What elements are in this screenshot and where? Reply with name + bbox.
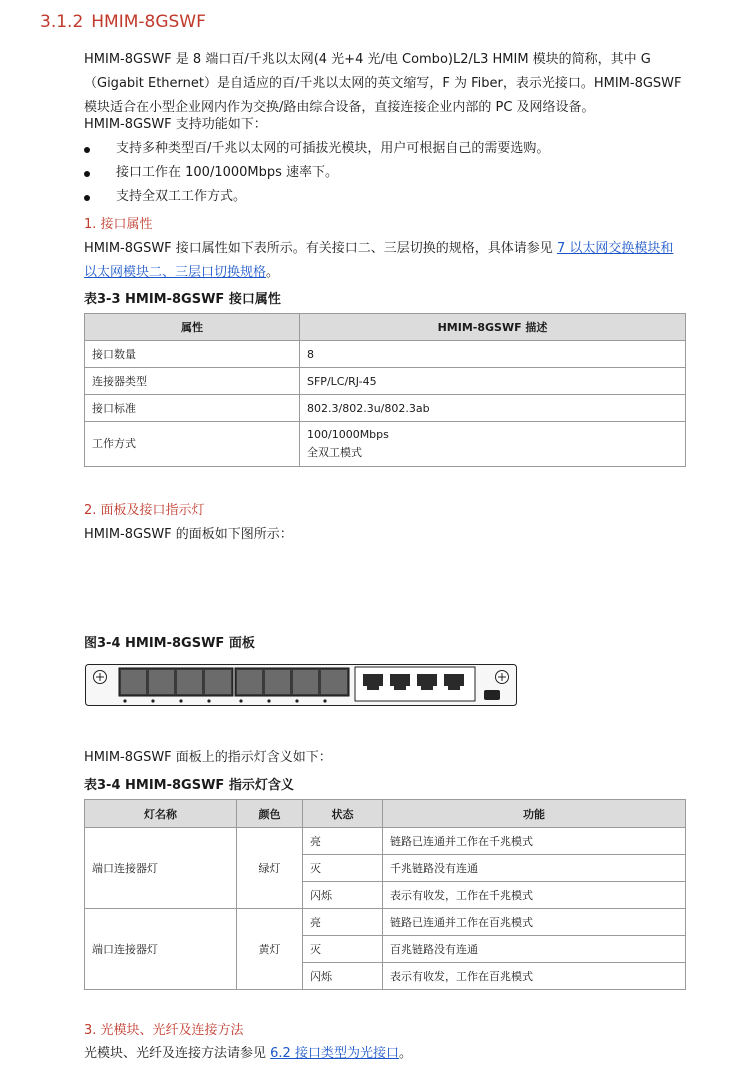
table-cell: 工作方式 <box>85 422 300 467</box>
fiber-text-end: 。 <box>398 1046 412 1061</box>
table-header-cell: 颜色 <box>237 800 303 828</box>
table-cell <box>300 422 686 467</box>
subsection-title-interface: 1. 接口属性 <box>84 217 153 232</box>
table-cell: 灭 <box>303 855 383 882</box>
led-table <box>84 799 686 990</box>
intro-paragraph: HMIM-8GSWF 是 8 端口百/千兆以太网(4 光+4 光/电 Combo)L2/L3 HMIM 模块的简称，其中 G （Gigabit Ethernet）是自适应的百/千兆以太网的英文缩写，F 为 Fiber，表示光接口。HMIM-8GSWF 模块适合在小型企业网内作为交换/路由综合设备，直接连接企业内部的 PC 及网络设备。 <box>84 52 682 115</box>
interface-text: HMIM-8GSWF 接口属性如下表所示。有关接口二、三层切换的规格，具体请参见 <box>84 241 557 256</box>
panel-paragraph: HMIM-8GSWF 的面板如下图所示： <box>84 527 293 542</box>
hmim-8gswf-panel-image <box>85 664 517 706</box>
interface-paragraph <box>84 237 686 285</box>
subsection-title-fiber: 3. 光模块、光纤及连接方法 <box>84 1023 244 1038</box>
table-header-cell: 功能 <box>383 800 686 828</box>
table-caption-3-3: 表3-3 HMIM-8GSWF 接口属性 <box>84 292 281 307</box>
fiber-paragraph <box>84 1042 686 1066</box>
feature-item: 支持多种类型百/千兆以太网的可插拔光模块，用户可根据自己的需要选购。 <box>84 137 684 161</box>
console-port-icon <box>484 690 500 700</box>
table-row <box>85 368 686 395</box>
fiber-text: 光模块、光纤及连接方法请参见 <box>84 1046 271 1061</box>
table-cell: 8 <box>300 341 686 368</box>
table-cell: 接口标准 <box>85 395 300 422</box>
table-cell: 闪烁 <box>303 882 383 909</box>
table-row <box>85 395 686 422</box>
table-cell: SFP/LC/RJ-45 <box>300 368 686 395</box>
table-cell: 绿灯 <box>237 828 303 909</box>
section-heading <box>40 12 214 32</box>
table-cell: 闪烁 <box>303 963 383 990</box>
table-cell: 百兆链路没有连通 <box>383 936 686 963</box>
figure-caption-3-4: 图3-4 HMIM-8GSWF 面板 <box>84 636 255 651</box>
table-row <box>85 341 686 368</box>
sfp-port-icon <box>235 668 349 696</box>
feature-item: 接口工作在 100/1000Mbps 速率下。 <box>84 161 684 185</box>
link-switch-spec[interactable]: 7 以太网交换模块和以太网模块二、三层口切换规格 <box>84 241 674 280</box>
interface-text-end: 。 <box>266 265 280 280</box>
table-cell: 亮 <box>303 909 383 936</box>
table-header-cell: 灯名称 <box>85 800 237 828</box>
section-number: 3.1.2 <box>40 12 84 32</box>
table-cell: 亮 <box>303 828 383 855</box>
table-cell: 链路已连通并工作在百兆模式 <box>383 909 686 936</box>
screw-icon <box>496 671 509 684</box>
table-row <box>85 828 686 855</box>
table-cell: 表示有收发，工作在千兆模式 <box>383 882 686 909</box>
sfp-port-icon <box>119 668 233 696</box>
table-header-row <box>85 314 686 341</box>
table-caption-3-4: 表3-4 HMIM-8GSWF 指示灯含义 <box>84 778 294 793</box>
table-cell: 连接器类型 <box>85 368 300 395</box>
screw-icon <box>94 671 107 684</box>
led-intro: HMIM-8GSWF 面板上的指示灯含义如下： <box>84 750 332 765</box>
table-cell: 表示有收发，工作在百兆模式 <box>383 963 686 990</box>
feature-item: 支持全双工工作方式。 <box>84 185 684 209</box>
features-intro: HMIM-8GSWF 支持功能如下： <box>84 117 267 132</box>
cell-line: 全双工模式 <box>307 446 362 459</box>
table-cell: 802.3/802.3u/802.3ab <box>300 395 686 422</box>
link-optical-interface[interactable]: 6.2 接口类型为光接口 <box>270 1046 399 1061</box>
table-cell: 接口数量 <box>85 341 300 368</box>
rj45-port-icon <box>355 667 475 701</box>
table-header-cell: 状态 <box>303 800 383 828</box>
table-cell: 千兆链路没有连通 <box>383 855 686 882</box>
subsection-title-panel: 2. 面板及接口指示灯 <box>84 503 205 518</box>
section-title: HMIM-8GSWF <box>91 12 206 32</box>
cell-line: 100/1000Mbps <box>307 428 389 441</box>
feature-list <box>84 137 684 209</box>
table-row <box>85 909 686 936</box>
table-cell: 黄灯 <box>237 909 303 990</box>
table-row <box>85 422 686 467</box>
table-cell: 端口连接器灯 <box>85 828 237 909</box>
table-cell: 链路已连通并工作在千兆模式 <box>383 828 686 855</box>
table-cell: 端口连接器灯 <box>85 909 237 990</box>
table-header-row <box>85 800 686 828</box>
table-header-cell: 属性 <box>85 314 300 341</box>
interface-table <box>84 313 686 467</box>
table-header-cell: HMIM-8GSWF 描述 <box>300 314 686 341</box>
table-cell: 灭 <box>303 936 383 963</box>
